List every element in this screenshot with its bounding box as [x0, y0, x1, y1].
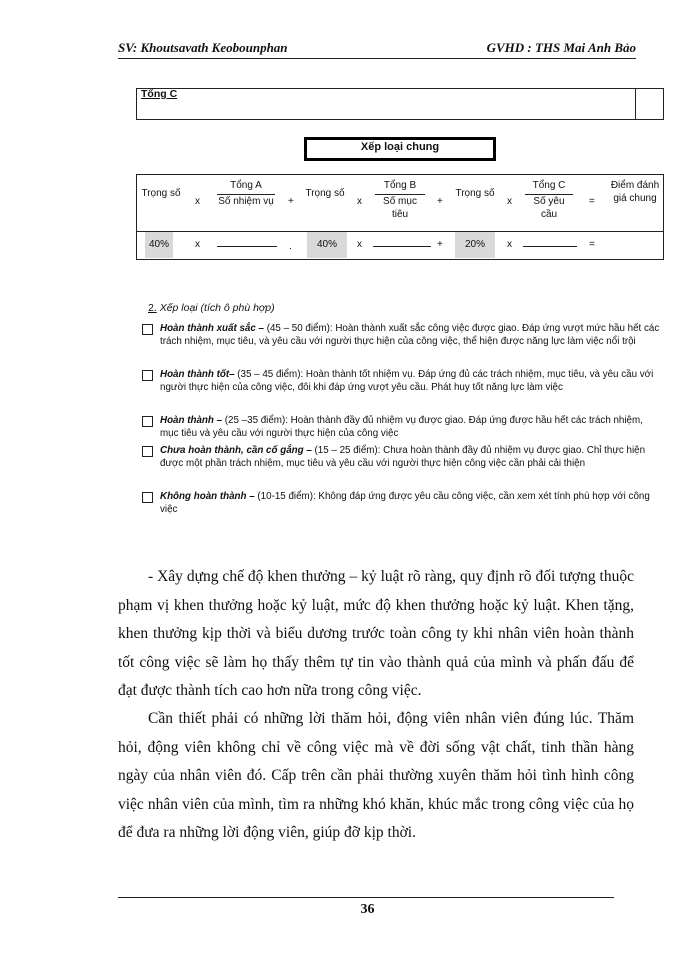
weight-a: 40%: [148, 239, 169, 250]
ranking-item-name: Chưa hoàn thành, cần cố gắng –: [160, 445, 312, 456]
ranking-item: [142, 490, 662, 516]
plus-sign: +: [437, 239, 443, 250]
total-b-label: Tổng B: [375, 179, 425, 195]
total-c-label: Tổng C: [525, 179, 573, 195]
summary-title: Xếp loại chung: [304, 137, 496, 161]
ranking-item-text: (15 – 25 điểm): Chưa hoàn thành đầy đủ nhiệm vụ được giao. Chỉ thực hiện được một phần trách nhiệm, mục tiêu và yêu cầu với người thực hiện công việc cần phải cải thiện: [160, 445, 646, 470]
targets-label: Số mục tiêu: [383, 196, 417, 220]
checkbox[interactable]: [142, 446, 153, 457]
ranking-item-name: Hoàn thành tốt–: [160, 369, 235, 380]
checkbox[interactable]: [142, 416, 153, 427]
weight-label: Trọng số: [141, 188, 181, 199]
weight-label: Trọng số: [455, 188, 495, 199]
total-c-cell: [137, 89, 636, 119]
weight-b: 40%: [316, 239, 337, 250]
page-number: 36: [360, 902, 375, 917]
formula-table: [136, 174, 664, 260]
body-paragraph: Cần thiết phải có những lời thăm hỏi, động viên nhân viên đúng lúc. Thăm hỏi, động viên không chỉ về công việc mà về đời sống vật chất, tinh thần hàng ngày của nhân viên đó. Cấp trên cần phải thường xuyên thăm hỏi tình hình công việc nhân viên của mình, tìm ra những khó khăn, khúc mắc trong công việc của họ để đưa ra những lời động viên, giúp đỡ kịp thời.: [118, 710, 634, 841]
times-sign: x: [507, 196, 512, 207]
ranking-item-text: (35 – 45 điểm): Hoàn thành tốt nhiệm vụ. Đáp ứng đủ các trách nhiệm, mục tiêu, và yêu cầu với người thực hiện của công việc, đôi khi đáp ứng vượt yêu cầu. Phát huy tốt năng lực làm việc: [160, 369, 654, 394]
formula-row-2: [137, 231, 663, 232]
ranking-item: [142, 414, 662, 440]
ranking-item-name: Không hoàn thành –: [160, 491, 255, 502]
ranking-item: [142, 444, 662, 470]
checkbox[interactable]: [142, 370, 153, 381]
ranking-item-text: (10-15 điểm): Không đáp ứng được yêu cầu công việc, cần xem xét tính phù hợp với công việc: [160, 491, 650, 516]
ranking-item-text: (25 –35 điểm): Hoàn thành đầy đủ nhiệm vụ được giao. Đáp ứng được hầu hết các trách nhiệm, mục tiêu và yêu cầu với người thực hiện của công việc: [160, 415, 643, 440]
blank-line: [523, 246, 577, 247]
fraction-c: [525, 179, 573, 221]
fraction-a: [217, 179, 275, 208]
requirements-label: Số yêu cầu: [533, 196, 565, 220]
ranking-number: 2.: [148, 302, 157, 314]
weight-label: Trọng số: [305, 188, 345, 199]
blank-line: [373, 246, 431, 247]
ranking-item-name: Hoàn thành –: [160, 415, 223, 426]
result-label: Điểm đánh giá chung: [610, 180, 660, 204]
fraction-b: [375, 179, 425, 221]
plus-sign: +: [437, 196, 443, 207]
body-paragraph: - Xây dựng chế độ khen thưởng – kỷ luật rõ ràng, quy định rõ đối tượng thuộc phạm vị khen thưởng hoặc kỷ luật, mức độ khen thưởng hoặc kỷ luật. Khen tặng, khen thưởng kịp thời và biểu dương trước toàn công ty khi nhân viên hoàn thành tốt công việc sẽ làm họ thấy thêm tự tin vào thành quả của mình và phấn đấu để đạt được thành tích cao hơn nữa trong công việc.: [118, 568, 634, 699]
ranking-item: [142, 322, 662, 348]
tasks-label: Số nhiệm vụ: [218, 196, 274, 207]
weight-c: 20%: [464, 239, 485, 250]
ranking-item: [142, 368, 662, 394]
equals-sign: =: [589, 239, 595, 250]
total-a-label: Tổng A: [217, 179, 275, 195]
times-sign: x: [357, 239, 362, 250]
ranking-title: Xếp loại (tích ô phù hợp): [159, 302, 275, 314]
checkbox[interactable]: [142, 324, 153, 335]
ranking-heading: [148, 302, 275, 314]
ranking-item-text: (45 – 50 điểm): Hoàn thành xuất sắc công việc được giao. Đáp ứng vượt mức hầu hết các trách nhiệm, mục tiêu, và yêu cầu với người thực hiện của công việc, thể hiện được năng lực làm việc nổi trội: [160, 323, 660, 348]
times-sign: x: [195, 239, 200, 250]
student-name: SV: Khoutsavath Keobounphan: [118, 40, 288, 55]
total-c-table: [136, 88, 664, 120]
blank-line: [217, 246, 277, 247]
advisor-name: GVHD : THS Mai Anh Bảo: [486, 40, 636, 55]
times-sign: x: [195, 196, 200, 207]
footer-rule: [118, 897, 614, 898]
plus-sign: +: [288, 196, 294, 207]
times-sign: x: [357, 196, 362, 207]
ranking-item-name: Hoàn thành xuất sắc –: [160, 323, 264, 334]
equals-sign: =: [589, 196, 595, 207]
checkbox[interactable]: [142, 492, 153, 503]
total-c-label: Tổng C: [141, 88, 178, 100]
dot-sign: .: [289, 241, 292, 252]
page-header: [118, 36, 636, 59]
times-sign: x: [507, 239, 512, 250]
